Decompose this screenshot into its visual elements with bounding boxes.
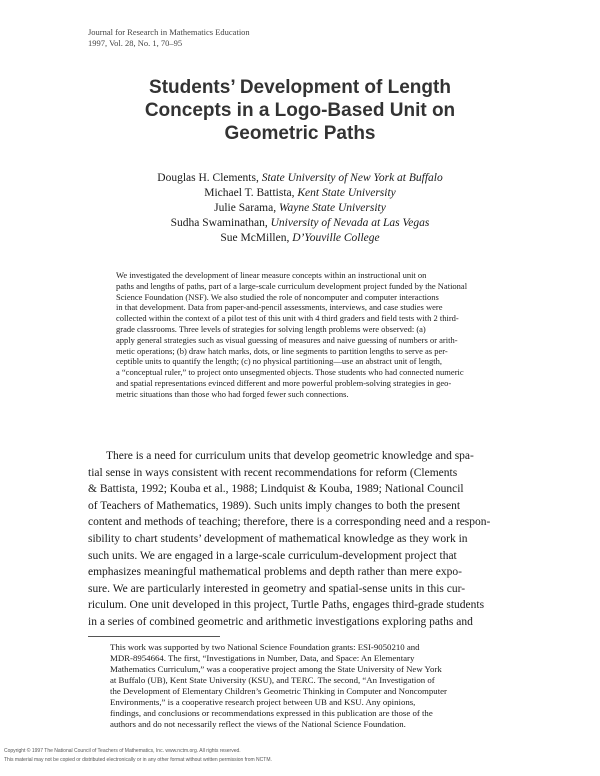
- abstract-line: ceptible units to quantify the length; (c) no physical partitioning—use an abstract unit of length,: [116, 356, 442, 367]
- author-name: Julie Sarama,: [214, 202, 279, 214]
- footnote-line: authors and do not necessarily reflect the views of the National Science Foundation.: [110, 719, 406, 729]
- author-line: [100, 216, 500, 231]
- title-line: Concepts in a Logo-Based Unit on: [144, 100, 456, 121]
- footnote-line: findings, and conclusions or recommendations expressed in this publication are those of the: [110, 708, 433, 718]
- abstract-line: grade classrooms. Three levels of strategies for solving length problems were observed: (a): [116, 323, 426, 334]
- author-line: [100, 186, 500, 201]
- footnote-line: MDR-8954664. The first, “Investigations in Number, Data, and Space: An Elementary: [110, 653, 415, 663]
- body-line: sibility to chart students’ development of mathematical knowledge as they work in: [88, 532, 468, 545]
- abstract-line: and spatial representations evinced different and more powerful problem-solving strategies in geo-: [116, 377, 452, 388]
- footnote-line: Environments,” is a cooperative research project between UB and KSU. Any opinions,: [110, 697, 416, 707]
- journal-issue: 1997, Vol. 28, No. 1, 70–95: [88, 37, 183, 48]
- author-list: [100, 171, 500, 246]
- abstract-line: metic operations; (b) draw hatch marks, dots, or line segments to partition lengths to serve as per-: [116, 345, 448, 356]
- author-name: Sue McMillen,: [220, 232, 293, 244]
- body-line: sure. We are particularly interested in geometry and spatial-sense units in this cur-: [88, 582, 466, 595]
- copyright-line: This material may not be copied or distributed electronically or in any other format without written permission from NCTM.: [4, 757, 272, 763]
- author-affiliation: University of Nevada at Las Vegas: [270, 217, 430, 229]
- author-line: [100, 201, 500, 216]
- abstract-line: Science Foundation (NSF). We also studied the role of noncomputer and computer interactions: [116, 291, 439, 302]
- copyright-notice: [4, 747, 272, 765]
- author-affiliation: Wayne State University: [278, 202, 386, 214]
- journal-name: Journal for Research in Mathematics Education: [88, 27, 250, 37]
- author-name: Douglas H. Clements,: [157, 172, 262, 184]
- abstract-line: paths and lengths of paths, part of a large-scale curriculum development project funded by the National: [116, 280, 468, 291]
- author-name: Michael T. Battista,: [204, 187, 298, 199]
- abstract-line: collected within the context of a pilot test of this unit with 4 third graders and field tests with 2 third-: [116, 313, 459, 324]
- title-line: Geometric Paths: [224, 123, 376, 144]
- author-affiliation: D’Youville College: [292, 232, 380, 244]
- paper-title: [100, 76, 500, 145]
- footnote-line: at Buffalo (UB), Kent State University (KSU), and TERC. The second, “An Investigation of: [110, 675, 435, 685]
- body-line: riculum. One unit developed in this project, Turtle Paths, engages third-grade students: [88, 599, 485, 612]
- author-affiliation: State University of New York at Buffalo: [261, 172, 443, 184]
- body-line: content and methods of teaching; therefore, there is a corresponding need and a respon-: [88, 516, 491, 529]
- body-line: emphasizes meaningful mathematical problems and depth rather than mere expo-: [88, 566, 462, 579]
- abstract-line: metric situations than those who had forged fewer such connections.: [116, 388, 349, 399]
- body-line: in a series of combined geometric and arithmetic investigations exploring paths and: [88, 615, 473, 628]
- abstract: [116, 270, 484, 400]
- journal-header: [88, 27, 250, 48]
- body-line: There is a need for curriculum units that develop geometric knowledge and spa-: [106, 450, 474, 462]
- abstract-line: a “conceptual ruler,” to project onto unsegmented objects. Those students who had connected numeric: [116, 367, 464, 378]
- copyright-line: Copyright © 1997 The National Council of Teachers of Mathematics, Inc. www.nctm.org. All rights reserved.: [4, 748, 241, 754]
- footnote-line: Mathematics Curriculum,” was a cooperative project among the State University of New York: [110, 664, 442, 674]
- body-line: tial sense in ways consistent with recent recommendations for reform (Clements: [88, 466, 458, 479]
- author-line: [100, 171, 500, 186]
- footnote: [110, 642, 502, 730]
- author-name: Sudha Swaminathan,: [170, 217, 271, 229]
- title-line: Students’ Development of Length: [149, 77, 451, 98]
- author-affiliation: Kent State University: [297, 187, 396, 199]
- footnote-divider: [88, 636, 220, 637]
- body-paragraph: [88, 448, 512, 631]
- body-line: & Battista, 1992; Kouba et al., 1988; Lindquist & Kouba, 1989; National Council: [88, 483, 464, 496]
- footnote-line: the Development of Elementary Children’s Geometric Thinking in Computer and Noncomputer: [110, 686, 447, 696]
- body-line: such units. We are engaged in a large-scale curriculum-development project that: [88, 549, 457, 562]
- author-line: [100, 231, 500, 246]
- body-line: of Teachers of Mathematics, 1989). Such units imply changes to both the present: [88, 499, 461, 512]
- footnote-line: This work was supported by two National Science Foundation grants: ESI-9050210 and: [110, 642, 420, 652]
- abstract-line: We investigated the development of linear measure concepts within an instructional unit on: [116, 270, 427, 280]
- abstract-line: in that development. Data from paper-and-pencil assessments, interviews, and case studies were: [116, 302, 443, 313]
- abstract-line: apply general strategies such as visual guessing of measures and naive guessing of numbers or arith-: [116, 334, 458, 345]
